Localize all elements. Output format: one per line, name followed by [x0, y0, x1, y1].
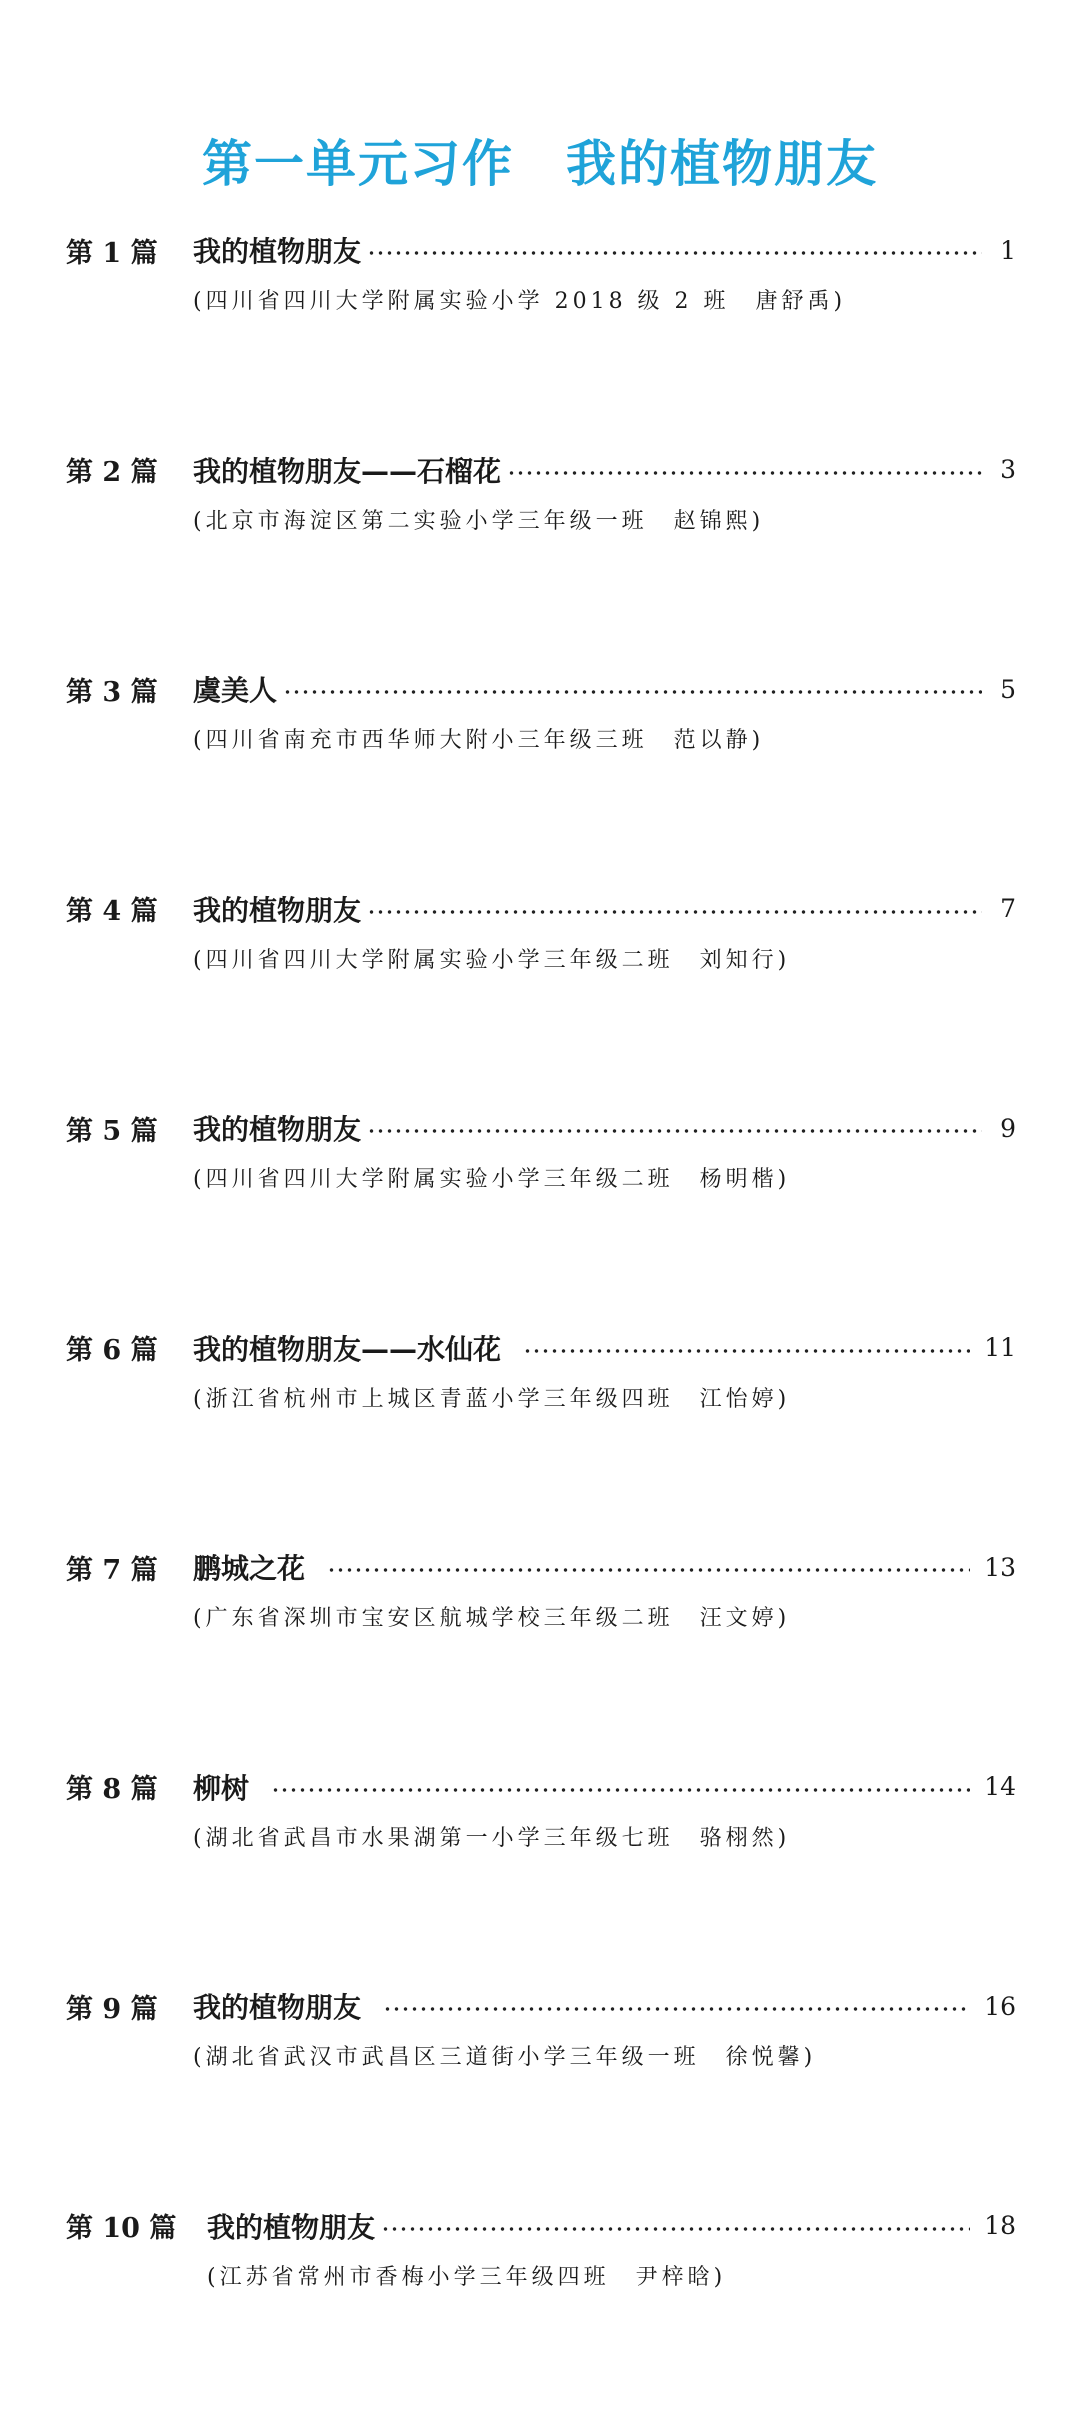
toc-entry[interactable]: [66, 1098, 1016, 1318]
entry-author: (浙江省杭州市上城区青蓝小学三年级四班 江怡婷): [193, 1382, 790, 1413]
toc-entry[interactable]: [66, 1318, 1016, 1538]
dot-leader: [283, 690, 982, 694]
entry-page-number: 11: [984, 1333, 1016, 1362]
entry-page-number: 3: [996, 455, 1016, 484]
entry-page-number: 5: [996, 675, 1016, 704]
entry-title: 柳树: [193, 1767, 249, 1807]
entry-author: (广东省深圳市宝安区航城学校三年级二班 汪文婷): [193, 1601, 790, 1632]
toc-entry[interactable]: [66, 2196, 1016, 2415]
entry-title: 我的植物朋友——石榴花: [193, 450, 501, 490]
dot-leader: [523, 1349, 970, 1353]
dot-leader: [507, 471, 982, 475]
entry-author: (四川省南充市西华师大附小三年级三班 范以静): [193, 723, 764, 754]
entry-title: 我的植物朋友: [207, 2206, 375, 2246]
entry-number: 第 4 篇: [66, 889, 193, 928]
dot-leader: [327, 1568, 970, 1572]
table-of-contents: [66, 220, 1016, 2415]
entry-page-number: 18: [984, 2211, 1016, 2240]
dot-leader: [367, 910, 982, 914]
dot-leader: [271, 1788, 970, 1792]
entry-number: 第 8 篇: [66, 1767, 193, 1806]
entry-author: (北京市海淀区第二实验小学三年级一班 赵锦熙): [193, 504, 764, 535]
entry-page-number: 16: [984, 1992, 1016, 2021]
toc-entry[interactable]: [66, 879, 1016, 1099]
entry-number: 第 1 篇: [66, 231, 193, 270]
toc-entry[interactable]: [66, 1757, 1016, 1977]
entry-author: (湖北省武昌市水果湖第一小学三年级七班 骆栩然): [193, 1821, 790, 1852]
toc-entry[interactable]: [66, 659, 1016, 879]
toc-entry[interactable]: [66, 220, 1016, 440]
entry-page-number: 7: [996, 894, 1016, 923]
entry-page-number: 9: [996, 1114, 1016, 1143]
entry-number: 第 5 篇: [66, 1109, 193, 1148]
entry-author: (四川省四川大学附属实验小学 2018 级 2 班 唐舒禹): [193, 284, 846, 315]
page-title: 第一单元习作 我的植物朋友: [0, 132, 1080, 196]
entry-author: (四川省四川大学附属实验小学三年级二班 刘知行): [193, 943, 790, 974]
dot-leader: [367, 251, 982, 255]
entry-number: 第 7 篇: [66, 1548, 193, 1587]
entry-page-number: 13: [984, 1553, 1016, 1582]
entry-title: 虞美人: [193, 669, 277, 709]
toc-entry[interactable]: [66, 1976, 1016, 2196]
toc-entry[interactable]: [66, 1537, 1016, 1757]
entry-number: 第 10 篇: [66, 2206, 207, 2245]
toc-entry[interactable]: [66, 440, 1016, 660]
dot-leader: [381, 2227, 970, 2231]
entry-author: (四川省四川大学附属实验小学三年级二班 杨明楷): [193, 1162, 790, 1193]
entry-title: 我的植物朋友: [193, 230, 361, 270]
entry-title: 我的植物朋友——水仙花: [193, 1328, 501, 1368]
entry-number: 第 9 篇: [66, 1987, 193, 2026]
entry-number: 第 3 篇: [66, 670, 193, 709]
entry-author: (湖北省武汉市武昌区三道街小学三年级一班 徐悦馨): [193, 2040, 816, 2071]
dot-leader: [367, 1129, 982, 1133]
entry-title: 鹏城之花: [193, 1547, 305, 1587]
entry-title: 我的植物朋友: [193, 1108, 361, 1148]
entry-number: 第 6 篇: [66, 1328, 193, 1367]
entry-title: 我的植物朋友: [193, 1986, 361, 2026]
entry-author: (江苏省常州市香梅小学三年级四班 尹梓晗): [207, 2260, 726, 2291]
entry-title: 我的植物朋友: [193, 889, 361, 929]
entry-page-number: 1: [996, 236, 1016, 265]
entry-page-number: 14: [984, 1772, 1016, 1801]
dot-leader: [383, 2007, 970, 2011]
entry-number: 第 2 篇: [66, 450, 193, 489]
